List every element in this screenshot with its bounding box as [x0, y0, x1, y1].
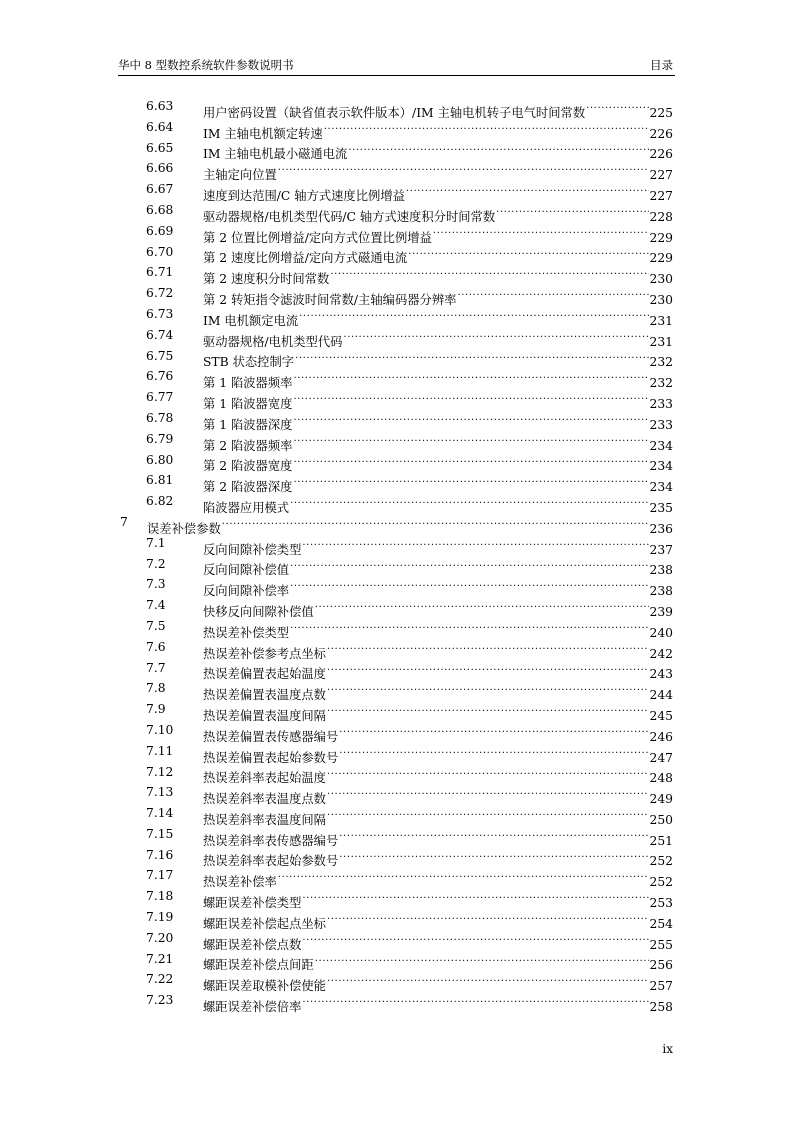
- toc-dot-leader: [293, 450, 648, 471]
- toc-entry[interactable]: [0, 408, 793, 432]
- toc-dot-leader: [299, 304, 648, 325]
- toc-entry-number: 6.65: [146, 140, 174, 155]
- toc-entry-title: 螺距误差补偿点间距: [203, 958, 314, 973]
- toc-entry-number: 7.20: [146, 930, 174, 945]
- toc-entry-number: 6.74: [146, 327, 174, 342]
- toc-entry[interactable]: [0, 658, 793, 682]
- toc-dot-leader: [293, 429, 648, 450]
- toc-entry-page: 245: [649, 708, 673, 723]
- toc-entry-title: 热误差补偿参考点坐标: [203, 646, 326, 661]
- toc-entry[interactable]: [0, 554, 793, 578]
- toc-entry-title: 热误差偏置表起始温度: [203, 667, 326, 682]
- toc-entry[interactable]: [0, 96, 793, 120]
- toc-entry-title: 热误差补偿类型: [203, 625, 290, 640]
- toc-entry-number: 6.68: [146, 202, 174, 217]
- toc-entry-title: 螺距误差补偿起点坐标: [203, 916, 326, 931]
- toc-entry-page: 234: [649, 459, 673, 474]
- toc-dot-leader: [293, 470, 648, 491]
- toc-entry-number: 7.22: [146, 972, 174, 987]
- toc-entry[interactable]: [0, 782, 793, 807]
- toc-entry-title: 第 2 陷波器频率: [203, 438, 293, 453]
- toc-dot-leader: [302, 533, 648, 554]
- toc-entry[interactable]: [0, 949, 793, 973]
- toc-entry-number: 7.5: [146, 618, 166, 633]
- toc-entry-number: 6.66: [146, 161, 174, 176]
- page-header: [118, 55, 675, 76]
- toc-entry-title: 第 1 陷波器频率: [203, 376, 293, 391]
- toc-entry[interactable]: [0, 720, 793, 744]
- toc-entry[interactable]: [0, 283, 793, 307]
- toc-entry-title: 第 2 位置比例增益/定向方式位置比例增益: [203, 230, 432, 245]
- toc-entry-number: 7.15: [146, 826, 174, 841]
- toc-dot-leader: [408, 242, 648, 263]
- toc-entry-number: 6.70: [146, 244, 174, 259]
- toc-entry-title: 热误差斜率表温度间隔: [203, 812, 326, 827]
- toc-entry-page: 228: [649, 209, 673, 224]
- toc-entry-title: 热误差偏置表温度间隔: [203, 708, 326, 723]
- toc-entry-number: 6.75: [146, 348, 174, 363]
- toc-entry-page: 227: [649, 168, 673, 183]
- toc-entry[interactable]: [0, 637, 793, 661]
- toc-entry-number: 7.6: [146, 639, 166, 654]
- toc-entry-title: IM 主轴电机最小磁通电流: [203, 147, 348, 162]
- toc-entry-page: 252: [649, 875, 673, 890]
- toc-dot-leader: [330, 262, 648, 283]
- toc-entry[interactable]: [0, 158, 793, 183]
- toc-dot-leader: [327, 699, 649, 720]
- toc-entry[interactable]: [0, 117, 793, 141]
- toc-entry-page: 234: [649, 480, 673, 495]
- toc-entry-number: 6.63: [146, 99, 174, 113]
- toc-dot-leader: [348, 138, 648, 159]
- toc-entry-page: 249: [649, 792, 673, 807]
- toc-entry[interactable]: [0, 928, 793, 952]
- toc-entry-number: 7.19: [146, 910, 174, 925]
- table-of-contents: [0, 96, 793, 1015]
- toc-entry-title: 第 2 陷波器深度: [203, 480, 293, 495]
- toc-entry-number: 7.7: [146, 660, 166, 675]
- toc-dot-leader: [327, 762, 649, 783]
- toc-entry[interactable]: [0, 262, 793, 287]
- toc-dot-leader: [339, 741, 648, 762]
- toc-entry-number: 6.78: [146, 410, 174, 425]
- document-title: 华中 8 型数控系统软件参数说明书: [118, 58, 294, 72]
- toc-entry-title: 误差补偿参数: [147, 521, 221, 536]
- toc-entry-title: 陷波器应用模式: [203, 500, 290, 515]
- toc-entry[interactable]: [0, 533, 793, 557]
- toc-entry[interactable]: [0, 699, 793, 723]
- toc-entry-title: 热误差偏置表温度点数: [203, 688, 326, 703]
- toc-entry-page: 240: [649, 625, 673, 640]
- toc-entry-page: 250: [649, 812, 673, 827]
- toc-entry-page: 234: [649, 438, 673, 453]
- toc-entry-number: 7.13: [146, 785, 174, 800]
- toc-entry-title: 第 1 陷波器宽度: [203, 396, 293, 411]
- toc-entry-number: 6.72: [146, 286, 174, 301]
- toc-entry-page: 258: [649, 1000, 673, 1015]
- toc-entry-page: 235: [649, 500, 673, 515]
- toc-entry-page: 230: [649, 272, 673, 287]
- toc-entry-page: 256: [649, 958, 673, 973]
- toc-entry-page: 232: [649, 376, 673, 391]
- toc-dot-leader: [327, 678, 649, 699]
- toc-entry-page: 231: [649, 313, 673, 328]
- toc-entry-page: 238: [649, 584, 673, 599]
- toc-entry-number: 6.71: [146, 265, 174, 280]
- toc-entry-number: 7.3: [146, 577, 166, 592]
- toc-dot-leader: [327, 637, 649, 658]
- toc-entry-page: 233: [649, 417, 673, 432]
- toc-entry-page: 252: [649, 854, 673, 869]
- toc-entry[interactable]: [0, 616, 793, 640]
- toc-entry[interactable]: [0, 845, 793, 869]
- toc-entry-number: 7.1: [146, 535, 166, 550]
- toc-dot-leader: [327, 803, 649, 824]
- toc-entry[interactable]: [0, 179, 793, 203]
- toc-entry[interactable]: [0, 678, 793, 703]
- toc-entry-page: 231: [649, 334, 673, 349]
- toc-entry[interactable]: [0, 450, 793, 474]
- toc-entry[interactable]: [0, 574, 793, 599]
- toc-entry-title: 第 2 转矩指令滤波时间常数/主轴编码器分辨率: [203, 292, 457, 307]
- toc-dot-leader: [302, 886, 648, 907]
- toc-entry-number: 6.79: [146, 431, 174, 446]
- toc-entry[interactable]: [0, 741, 793, 765]
- toc-dot-leader: [293, 408, 648, 429]
- toc-dot-leader: [290, 491, 648, 512]
- toc-dot-leader: [302, 990, 648, 1011]
- toc-entry-title: 螺距误差补偿倍率: [203, 1000, 302, 1015]
- toc-entry-page: 243: [649, 667, 673, 682]
- toc-entry-number: 7.9: [146, 702, 166, 717]
- toc-dot-leader: [315, 949, 649, 970]
- toc-entry[interactable]: [0, 824, 793, 848]
- toc-entry[interactable]: [0, 221, 793, 245]
- toc-entry-page: 242: [649, 646, 673, 661]
- toc-entry-title: 螺距误差补偿点数: [203, 937, 302, 952]
- toc-entry-page: 229: [649, 251, 673, 266]
- toc-entry[interactable]: [0, 387, 793, 411]
- toc-entry-page: 248: [649, 771, 673, 786]
- toc-entry-number: 6.73: [146, 306, 174, 321]
- toc-entry[interactable]: [0, 803, 793, 827]
- toc-entry-number: 6.77: [146, 390, 174, 405]
- toc-entry-title: 反向间隙补偿率: [203, 584, 290, 599]
- toc-dot-leader: [327, 782, 649, 803]
- toc-entry-number: 6.82: [146, 494, 174, 509]
- toc-dot-leader: [278, 158, 649, 179]
- toc-entry[interactable]: [0, 886, 793, 911]
- toc-entry-title: 速度到达范围/C 轴方式速度比例增益: [203, 188, 405, 203]
- toc-chapter-entry[interactable]: [0, 512, 793, 536]
- toc-entry-title: 驱动器规格/电机类型代码: [203, 334, 343, 349]
- toc-entry-title: 热误差斜率表传感器编号: [203, 833, 339, 848]
- toc-entry[interactable]: [0, 304, 793, 328]
- toc-entry-title: 热误差偏置表起始参数号: [203, 750, 339, 765]
- toc-entry-title: STB 状态控制字: [203, 355, 295, 370]
- toc-dot-leader: [324, 117, 649, 138]
- toc-entry-number: 6.80: [146, 452, 174, 467]
- toc-entry-page: 253: [649, 896, 673, 911]
- toc-entry[interactable]: [0, 346, 793, 370]
- toc-entry-page: 255: [649, 937, 673, 952]
- toc-dot-leader: [339, 720, 648, 741]
- toc-dot-leader: [406, 179, 649, 200]
- toc-entry-title: 快移反向间隙补偿值: [203, 604, 314, 619]
- toc-entry-page: 244: [649, 688, 673, 703]
- toc-entry-page: 239: [649, 604, 673, 619]
- toc-entry-number: 7.8: [146, 681, 166, 696]
- toc-entry-number: 6.76: [146, 369, 174, 384]
- toc-entry-number: 6.81: [146, 473, 174, 488]
- toc-entry-page: 233: [649, 396, 673, 411]
- page-number: ix: [662, 1042, 673, 1056]
- toc-entry-number: 7.12: [146, 764, 174, 779]
- toc-dot-leader: [293, 366, 648, 387]
- toc-entry-number: 7.21: [146, 951, 174, 966]
- toc-dot-leader: [339, 845, 648, 866]
- toc-dot-leader: [327, 969, 649, 990]
- toc-dot-leader: [327, 658, 649, 679]
- toc-entry-page: 229: [649, 230, 673, 245]
- toc-entry-number: 7.17: [146, 868, 174, 883]
- toc-entry-page: 251: [649, 833, 673, 848]
- toc-entry-number: 7.10: [146, 722, 174, 737]
- toc-entry-page: 226: [649, 126, 673, 141]
- toc-entry[interactable]: [0, 762, 793, 786]
- toc-entry[interactable]: [0, 491, 793, 515]
- toc-entry[interactable]: [0, 865, 793, 890]
- toc-entry-page: 257: [649, 979, 673, 994]
- toc-entry-page: 236: [649, 521, 673, 536]
- toc-entry-number: 6.69: [146, 223, 174, 238]
- toc-entry-number: 7.4: [146, 598, 166, 613]
- toc-entry-title: 热误差斜率表起始参数号: [203, 854, 339, 869]
- toc-dot-leader: [222, 512, 649, 533]
- toc-entry-title: 热误差斜率表温度点数: [203, 792, 326, 807]
- toc-entry-page: 254: [649, 916, 673, 931]
- toc-entry[interactable]: [0, 242, 793, 266]
- toc-entry-page: 226: [649, 147, 673, 162]
- toc-entry-title: 反向间隙补偿值: [203, 563, 290, 578]
- toc-dot-leader: [496, 200, 648, 221]
- toc-entry-title: 螺距误差补偿类型: [203, 896, 302, 911]
- toc-entry-number: 7.14: [146, 806, 174, 821]
- toc-entry-title: 反向间隙补偿类型: [203, 542, 302, 557]
- toc-dot-leader: [295, 346, 648, 367]
- toc-dot-leader: [327, 907, 649, 928]
- toc-entry[interactable]: [0, 990, 793, 1015]
- toc-entry-title: IM 电机额定电流: [203, 313, 299, 328]
- toc-dot-leader: [293, 387, 648, 408]
- section-name: 目录: [650, 58, 673, 72]
- toc-entry-title: 热误差斜率表起始温度: [203, 771, 326, 786]
- toc-entry[interactable]: [0, 429, 793, 453]
- toc-entry-title: IM 主轴电机额定转速: [203, 126, 323, 141]
- toc-entry[interactable]: [0, 595, 793, 619]
- toc-entry-title: 主轴定向位置: [203, 168, 277, 183]
- toc-entry[interactable]: [0, 907, 793, 931]
- toc-entry-page: 230: [649, 292, 673, 307]
- toc-entry-title: 热误差偏置表传感器编号: [203, 729, 339, 744]
- toc-entry-number: 7.11: [146, 743, 174, 758]
- toc-dot-leader: [339, 824, 648, 845]
- toc-entry[interactable]: [0, 325, 793, 349]
- toc-dot-leader: [433, 221, 649, 242]
- toc-entry-page: 227: [649, 188, 673, 203]
- toc-dot-leader: [343, 325, 648, 346]
- toc-dot-leader: [315, 595, 649, 616]
- toc-entry-title: 螺距误差取模补偿使能: [203, 979, 326, 994]
- toc-entry-page: 238: [649, 563, 673, 578]
- toc-entry-number: 7.23: [146, 993, 174, 1008]
- toc-dot-leader: [457, 283, 648, 304]
- toc-entry-number: 7: [120, 514, 128, 529]
- toc-entry-page: 247: [649, 750, 673, 765]
- toc-entry-page: 246: [649, 729, 673, 744]
- toc-entry-title: 第 2 速度积分时间常数: [203, 272, 330, 287]
- toc-entry-number: 7.16: [146, 847, 174, 862]
- toc-dot-leader: [302, 928, 648, 949]
- toc-entry-page: 232: [649, 355, 673, 370]
- toc-entry-number: 7.2: [146, 556, 166, 571]
- toc-entry-title: 热误差补偿率: [203, 875, 277, 890]
- toc-entry-title: 第 1 陷波器深度: [203, 417, 293, 432]
- toc-entry-page: 237: [649, 542, 673, 557]
- toc-entry[interactable]: [0, 366, 793, 391]
- toc-dot-leader: [290, 554, 648, 575]
- toc-entry-title: 用户密码设置（缺省值表示软件版本）/IM 主轴电机转子电气时间常数: [203, 105, 586, 120]
- toc-entry-title: 第 2 陷波器宽度: [203, 459, 293, 474]
- toc-entry-page: 225: [649, 105, 673, 120]
- toc-dot-leader: [290, 616, 648, 637]
- toc-dot-leader: [278, 865, 649, 886]
- toc-entry[interactable]: [0, 200, 793, 224]
- toc-entry[interactable]: [0, 470, 793, 495]
- toc-entry-title: 驱动器规格/电机类型代码/C 轴方式速度积分时间常数: [203, 209, 496, 224]
- toc-entry-number: 7.18: [146, 889, 174, 904]
- toc-entry-number: 6.67: [146, 182, 174, 197]
- toc-entry-title: 第 2 速度比例增益/定向方式磁通电流: [203, 251, 408, 266]
- toc-dot-leader: [290, 574, 648, 595]
- toc-entry-number: 6.64: [146, 119, 174, 134]
- toc-entry[interactable]: [0, 969, 793, 994]
- toc-entry[interactable]: [0, 138, 793, 162]
- toc-dot-leader: [586, 96, 648, 117]
- toc-entry-line: [203, 990, 673, 1018]
